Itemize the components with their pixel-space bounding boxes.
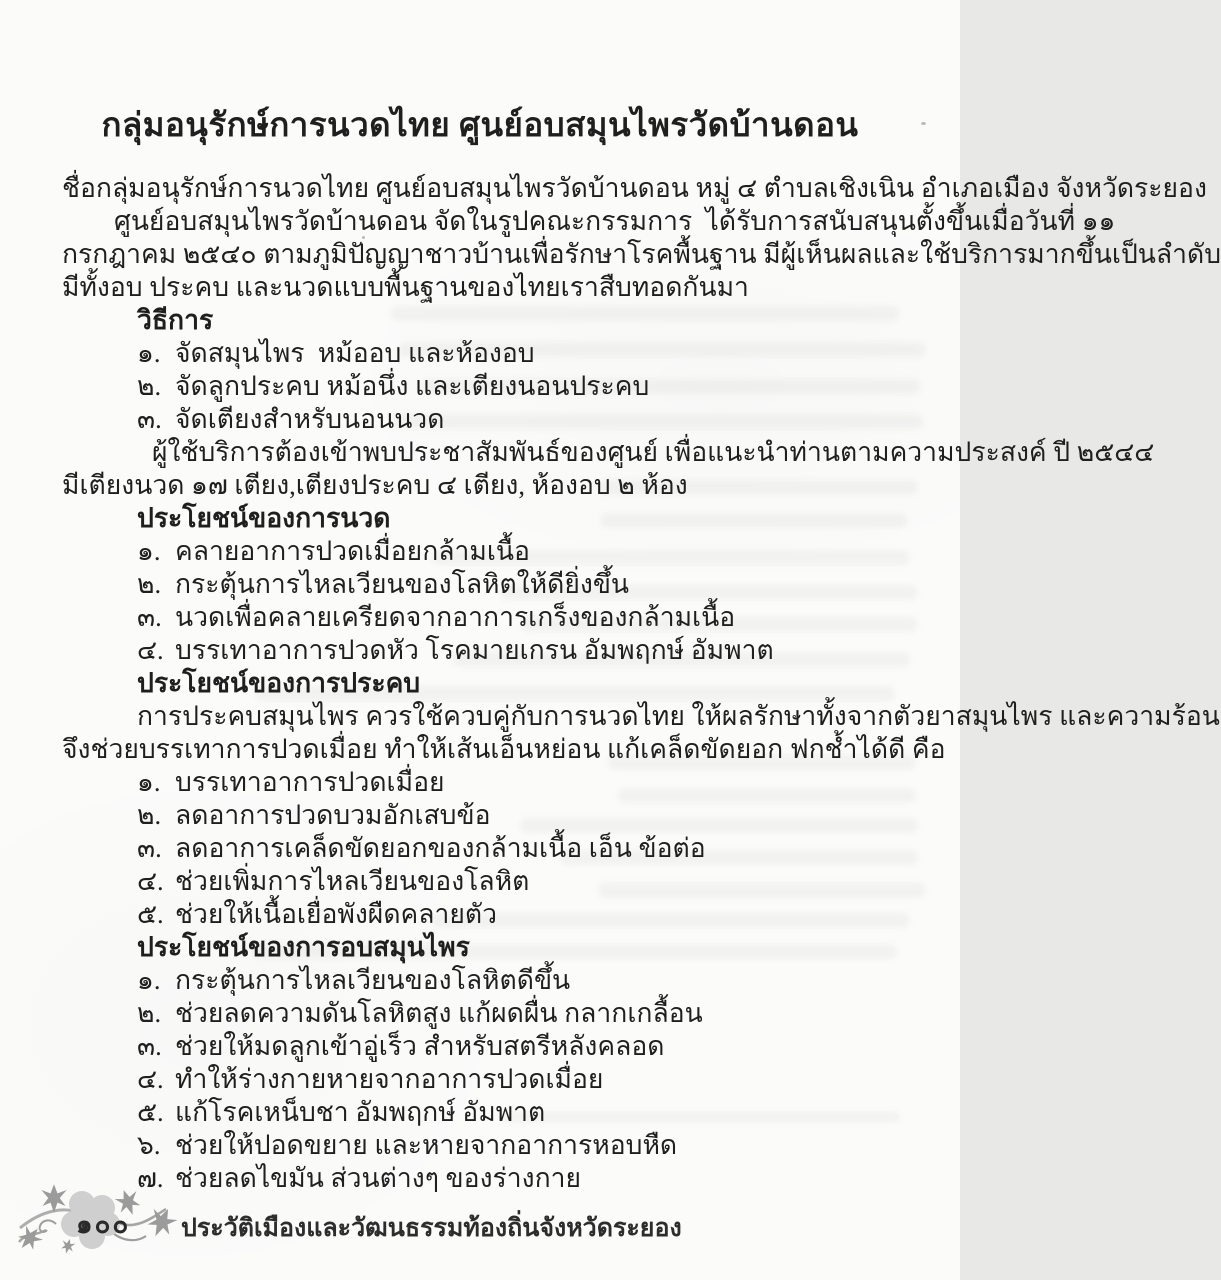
item-number: ๓. — [137, 1031, 162, 1061]
item-text: จัดลูกประคบ หม้อนึ่ง และเตียงนอนประคบ — [175, 371, 650, 401]
page-number: ๑๐๐ — [76, 1210, 131, 1239]
item-text: ช่วยลดไขมัน ส่วนต่างๆ ของร่างกาย — [175, 1163, 582, 1193]
item-number: ๒. — [137, 569, 162, 599]
item-text: คลายอาการปวดเมื่อยกล้ามเนื้อ — [175, 536, 530, 566]
list-item — [137, 1129, 907, 1162]
section-heading-compress-benefits: ประโยชน์ของการประคบ — [137, 668, 421, 698]
item-number: ๒. — [137, 800, 162, 830]
section-heading-massage-benefits: ประโยชน์ของการนวด — [137, 503, 391, 533]
item-number: ๒. — [137, 371, 162, 401]
item-text: ช่วยให้เนื้อเยื่อพังผืดคลายตัว — [175, 899, 497, 929]
intro-line: ศูนย์อบสมุนไพรวัดบ้านดอน จัดในรูปคณะกรรมการ ได้รับการสนับสนุนตั้งขึ้นเมื่อวันที่ ๑๑ — [114, 206, 1116, 236]
item-number: ๗. — [137, 1163, 164, 1193]
item-text: จัดสมุนไพร หม้ออบ และห้องอบ — [175, 338, 535, 368]
item-text: กระตุ้นการไหลเวียนของโลหิตดีขึ้น — [175, 965, 571, 995]
list-item — [137, 403, 907, 436]
list-item — [137, 568, 907, 601]
item-text: ทำให้ร่างกายหายจากอาการปวดเมื่อย — [175, 1064, 604, 1094]
item-number: ๑. — [137, 767, 161, 797]
item-number: ๓. — [137, 833, 162, 863]
item-number: ๔. — [137, 1064, 164, 1094]
compress-paragraph-line: การประคบสมุนไพร ควรใช้ควบคู่กับการนวดไทย ให้ผลรักษาทั้งจากตัวยาสมุนไพร และความร้อน — [137, 701, 1220, 731]
item-number: ๕. — [137, 1097, 164, 1127]
item-text: จัดเตียงสำหรับนอนนวด — [175, 404, 445, 434]
list-item — [137, 766, 907, 799]
item-number: ๓. — [137, 602, 162, 632]
page-footer — [0, 1186, 960, 1276]
list-item — [137, 370, 907, 403]
item-text: ลดอาการปวดบวมอักเสบข้อ — [175, 800, 491, 830]
item-text: นวดเพื่อคลายเครียดจากอาการเกร็งของกล้ามเนื้อ — [175, 602, 736, 632]
item-text: กระตุ้นการไหลเวียนของโลหิตให้ดียิ่งขึ้น — [175, 569, 630, 599]
list-item — [137, 799, 907, 832]
item-number: ๑. — [137, 338, 161, 368]
document-body — [62, 172, 1221, 1195]
item-number: ๒. — [137, 998, 162, 1028]
item-number: ๓. — [137, 404, 162, 434]
list-item — [137, 865, 907, 898]
item-text: บรรเทาอาการปวดหัว โรคมายเกรน อัมพฤกษ์ อัมพาต — [175, 635, 774, 665]
section-heading-methods: วิธีการ — [137, 305, 214, 335]
service-note-line: มีเตียงนวด ๑๗ เตียง,เตียงประคบ ๔ เตียง, ห้องอบ ๒ ห้อง — [62, 470, 688, 500]
item-text: ช่วยให้มดลูกเข้าอู่เร็ว สำหรับสตรีหลังคลอด — [175, 1031, 665, 1061]
service-note-line: ผู้ใช้บริการต้องเข้าพบประชาสัมพันธ์ของศูนย์ เพื่อแนะนำท่านตามความประสงค์ ปี ๒๕๔๔ — [152, 437, 1155, 467]
list-item — [137, 634, 907, 667]
item-text: บรรเทาอาการปวดเมื่อย — [175, 767, 445, 797]
list-item — [137, 898, 907, 931]
item-number: ๖. — [137, 1130, 161, 1160]
intro-line: ชื่อกลุ่มอนุรักษ์การนวดไทย ศูนย์อบสมุนไพรวัดบ้านดอน หมู่ ๔ ตำบลเชิงเนิน อำเภอเมือง จังหวัดระยอง — [62, 173, 1207, 203]
list-item — [137, 964, 907, 997]
section-heading-steam-benefits: ประโยชน์ของการอบสมุนไพร — [137, 932, 470, 962]
intro-line: กรกฎาคม ๒๕๔๐ ตามภูมิปัญญาชาวบ้านเพื่อรักษาโรคพื้นฐาน มีผู้เห็นผลและใช้บริการมากขึ้นเป็นลำดับ — [62, 239, 1221, 269]
intro-line: มีทั้งอบ ประคบ และนวดแบบพื้นฐานของไทยเราสืบทอดกันมา — [62, 272, 749, 302]
item-number: ๕. — [137, 899, 164, 929]
item-text: ลดอาการเคล็ดขัดยอกของกล้ามเนื้อ เอ็น ข้อต่อ — [175, 833, 706, 863]
list-item — [137, 337, 907, 370]
item-number: ๑. — [137, 965, 161, 995]
item-text: ช่วยให้ปอดขยาย และหายจากอาการหอบหืด — [175, 1130, 678, 1160]
list-item — [137, 1063, 907, 1096]
book-title: ประวัติเมืองและวัฒนธรรมท้องถิ่นจังหวัดระยอง — [181, 1214, 682, 1242]
list-item — [137, 601, 907, 634]
item-text: แก้โรคเหน็บชา อัมพฤกษ์ อัมพาต — [175, 1097, 546, 1127]
compress-paragraph-line: จึงช่วยบรรเทาการปวดเมื่อย ทำให้เส้นเอ็นหย่อน แก้เคล็ดขัดยอก ฟกช้ำได้ดี คือ — [62, 734, 946, 764]
page-title: กลุ่มอนุรักษ์การนวดไทย ศูนย์อบสมุนไพรวัดบ้านดอน — [101, 108, 859, 144]
item-number: ๔. — [137, 866, 164, 896]
item-text: ช่วยเพิ่มการไหลเวียนของโลหิต — [175, 866, 530, 896]
item-number: ๔. — [137, 635, 164, 665]
item-number: ๑. — [137, 536, 161, 566]
list-item — [137, 832, 907, 865]
list-item — [137, 1030, 907, 1063]
list-item — [137, 1096, 907, 1129]
item-text: ช่วยลดความดันโลหิตสูง แก้ผดผื่น กลากเกลื้อน — [175, 998, 703, 1028]
list-item — [137, 535, 907, 568]
list-item — [137, 997, 907, 1030]
